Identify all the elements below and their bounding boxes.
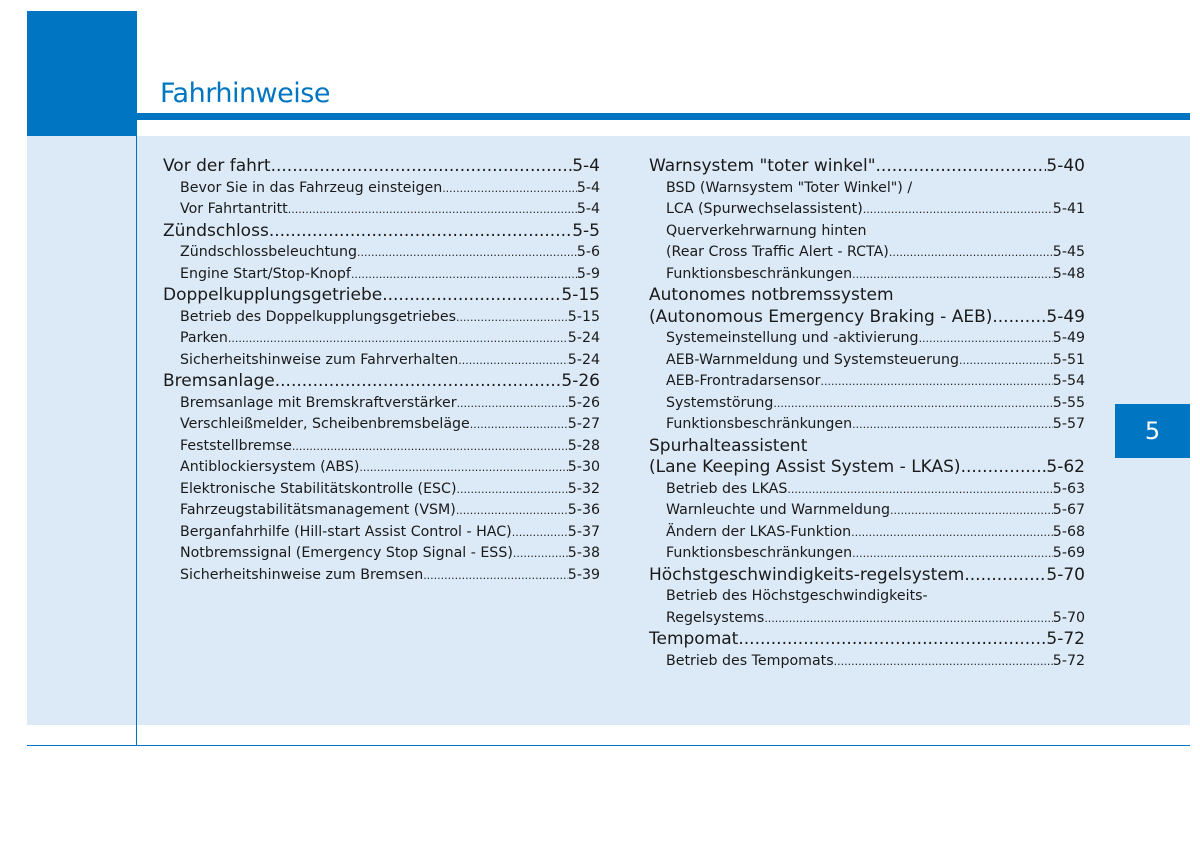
toc-page-number: 5-4 xyxy=(572,156,600,176)
toc-entry-title: (Autonomous Emergency Braking - AEB) xyxy=(649,306,993,327)
toc-page-number: 5-68 xyxy=(1052,523,1085,540)
toc-dot-leader xyxy=(458,349,568,372)
toc-page-number: 5-5 xyxy=(572,220,600,241)
toc-section-entry[interactable] xyxy=(649,478,1085,500)
toc-page-number: 5-26 xyxy=(561,371,600,391)
toc-page-number: 5-39 xyxy=(567,566,600,583)
toc-chapter-entry[interactable] xyxy=(649,628,1085,650)
toc-entry-title: BSD (Warnsystem "Toter Winkel") / xyxy=(666,179,913,196)
toc-page-number: 5-49 xyxy=(1046,306,1085,327)
toc-page-number: 5-45 xyxy=(1052,244,1085,260)
toc-page-number: 5-48 xyxy=(1052,265,1085,282)
toc-entry-title: Fahrzeugstabilitätsmanagement (VSM) xyxy=(180,502,456,518)
toc-section-entry[interactable] xyxy=(649,177,1085,199)
toc-entry-title: Höchstgeschwindigkeits-regelsystem xyxy=(649,564,965,585)
toc-chapter-entry[interactable] xyxy=(649,456,1085,478)
toc-dot-leader xyxy=(787,478,1052,501)
toc-section-entry[interactable] xyxy=(163,499,600,521)
toc-dot-leader xyxy=(288,198,577,221)
toc-page-number: 5-72 xyxy=(1046,629,1085,649)
toc-section-entry[interactable] xyxy=(649,607,1085,629)
toc-dot-leader xyxy=(513,542,568,565)
toc-entry-title: Ändern der LKAS-Funktion xyxy=(666,523,852,540)
toc-section-entry[interactable] xyxy=(163,241,600,263)
toc-dot-leader xyxy=(382,284,561,306)
toc-section-entry[interactable] xyxy=(163,564,600,586)
toc-entry-title: Systemeinstellung und -aktivierung xyxy=(666,330,919,346)
toc-chapter-entry[interactable] xyxy=(163,220,600,242)
toc-dot-leader xyxy=(271,155,573,177)
toc-dot-leader xyxy=(764,607,1052,630)
toc-section-entry[interactable] xyxy=(649,413,1085,435)
toc-section-entry[interactable] xyxy=(649,650,1085,672)
toc-entry-title: Betrieb des Doppelkupplungsgetriebes xyxy=(180,308,456,325)
toc-dot-leader xyxy=(852,542,1053,565)
toc-entry-title: Autonomes notbremssystem xyxy=(649,285,894,305)
toc-page-number: 5-40 xyxy=(1046,156,1085,176)
toc-chapter-entry[interactable] xyxy=(649,435,1085,457)
toc-entry-title: Zündschlossbeleuchtung xyxy=(180,244,358,260)
margin-line xyxy=(136,120,137,746)
toc-chapter-entry[interactable] xyxy=(649,155,1085,177)
toc-dot-leader xyxy=(863,198,1053,221)
toc-entry-title: AEB-Warnmeldung und Systemsteuerung xyxy=(666,351,959,368)
toc-page-number: 5-63 xyxy=(1052,480,1085,497)
toc-entry-title: Vor der fahrt xyxy=(163,156,271,176)
toc-dot-leader xyxy=(423,564,568,587)
toc-dot-leader xyxy=(889,241,1053,264)
toc-entry-title: Zündschloss xyxy=(163,220,269,241)
toc-section-entry[interactable] xyxy=(163,542,600,564)
toc-page-number: 5-6 xyxy=(576,244,600,260)
toc-entry-title: Bevor Sie in das Fahrzeug einsteigen xyxy=(180,179,443,196)
toc-dot-leader xyxy=(852,413,1053,436)
toc-entry-title: Querverkehrwarnung hinten xyxy=(666,222,867,239)
toc-section-entry[interactable] xyxy=(649,349,1085,371)
toc-page-number: 5-32 xyxy=(567,480,600,497)
toc-section-entry[interactable] xyxy=(163,327,600,349)
toc-page-number: 5-4 xyxy=(576,179,600,196)
toc-page-number: 5-54 xyxy=(1052,373,1085,389)
toc-right-column xyxy=(649,155,1085,671)
toc-dot-leader xyxy=(964,564,1046,586)
toc-dot-leader xyxy=(876,155,1047,177)
toc-chapter-entry[interactable] xyxy=(163,155,600,177)
toc-entry-title: Feststellbremse xyxy=(180,437,292,454)
toc-entry-title: Sicherheitshinweise zum Bremsen xyxy=(180,566,424,583)
toc-entry-title: Systemstörung xyxy=(666,394,774,411)
toc-dot-leader xyxy=(773,392,1052,415)
toc-dot-leader xyxy=(359,456,567,479)
toc-chapter-entry[interactable] xyxy=(163,284,600,306)
toc-section-entry[interactable] xyxy=(649,220,1085,242)
toc-page-number: 5-41 xyxy=(1052,201,1085,217)
toc-section-entry[interactable] xyxy=(163,435,600,457)
toc-entry-title: Funktionsbeschränkungen xyxy=(666,545,853,561)
toc-entry-title: (Lane Keeping Assist System - LKAS) xyxy=(649,457,961,477)
toc-page-number: 5-4 xyxy=(576,201,600,217)
toc-section-entry[interactable] xyxy=(649,499,1085,521)
toc-section-entry[interactable] xyxy=(163,263,600,285)
toc-page-number: 5-69 xyxy=(1052,545,1085,561)
toc-page-number: 5-72 xyxy=(1052,652,1085,669)
toc-entry-title: Betrieb des Tempomats xyxy=(666,652,834,669)
toc-section-entry[interactable] xyxy=(163,306,600,328)
toc-page-number: 5-30 xyxy=(567,459,600,475)
toc-dot-leader xyxy=(820,370,1052,393)
toc-page-number: 5-36 xyxy=(567,502,600,518)
toc-dot-leader xyxy=(456,306,568,329)
toc-dot-leader xyxy=(992,306,1046,328)
toc-section-entry[interactable] xyxy=(649,542,1085,564)
toc-entry-title: Vor Fahrtantritt xyxy=(180,201,288,217)
toc-page-number: 5-57 xyxy=(1052,416,1085,432)
toc-entry-title: Elektronische Stabilitätskontrolle (ESC) xyxy=(180,480,457,497)
toc-entry-title: Spurhalteassistent xyxy=(649,435,808,456)
toc-dot-leader xyxy=(442,177,577,200)
toc-page-number: 5-38 xyxy=(567,545,600,561)
toc-page-number: 5-27 xyxy=(567,416,600,432)
toc-dot-leader xyxy=(512,521,568,544)
toc-chapter-entry[interactable] xyxy=(649,564,1085,586)
toc-entry-title: Regelsystems xyxy=(666,609,765,626)
toc-section-entry[interactable] xyxy=(163,456,600,478)
toc-entry-title: Berganfahrhilfe (Hill-start Assist Control - HAC) xyxy=(180,523,512,540)
toc-entry-title: (Rear Cross Traffic Alert - RCTA) xyxy=(666,244,889,260)
header-color-block xyxy=(27,11,137,136)
toc-entry-title: Tempomat xyxy=(649,629,739,649)
toc-page-number: 5-24 xyxy=(567,330,600,346)
toc-chapter-entry[interactable] xyxy=(649,284,1085,306)
toc-page-number: 5-51 xyxy=(1052,351,1085,368)
toc-section-entry[interactable] xyxy=(649,521,1085,543)
toc-dot-leader xyxy=(470,413,568,436)
toc-section-entry[interactable] xyxy=(649,327,1085,349)
toc-page-number: 5-28 xyxy=(567,437,600,454)
toc-section-entry[interactable] xyxy=(163,198,600,220)
toc-entry-title: Sicherheitshinweise zum Fahrverhalten xyxy=(180,351,459,368)
toc-left-column xyxy=(163,155,600,585)
toc-entry-title: Funktionsbeschränkungen xyxy=(666,265,853,282)
toc-dot-leader xyxy=(961,456,1047,478)
toc-section-entry[interactable] xyxy=(649,241,1085,263)
toc-dot-leader xyxy=(851,521,1053,544)
toc-dot-leader xyxy=(269,220,572,242)
toc-entry-title: Betrieb des Höchstgeschwindigkeits- xyxy=(666,588,928,604)
toc-entry-title: Doppelkupplungsgetriebe xyxy=(163,285,383,305)
title-rule xyxy=(137,113,1190,120)
toc-page-number: 5-67 xyxy=(1052,502,1085,518)
toc-entry-title: Funktionsbeschränkungen xyxy=(666,416,853,432)
toc-dot-leader xyxy=(457,478,568,501)
toc-page-number: 5-37 xyxy=(567,523,600,540)
toc-section-entry[interactable] xyxy=(649,198,1085,220)
toc-section-entry[interactable] xyxy=(163,392,600,414)
toc-section-entry[interactable] xyxy=(163,177,600,199)
toc-entry-title: Warnsystem "toter winkel" xyxy=(649,156,876,176)
toc-dot-leader xyxy=(457,392,568,415)
toc-dot-leader xyxy=(919,327,1053,350)
toc-section-entry[interactable] xyxy=(163,413,600,435)
toc-entry-title: LCA (Spurwechselassistent) xyxy=(666,201,863,217)
toc-entry-title: Notbremssignal (Emergency Stop Signal - ESS) xyxy=(180,545,513,561)
toc-page-number: 5-15 xyxy=(567,308,600,325)
toc-page-number: 5-9 xyxy=(576,265,600,282)
toc-entry-title: Antiblockiersystem (ABS) xyxy=(180,459,360,475)
toc-section-entry[interactable] xyxy=(649,392,1085,414)
toc-entry-title: Warnleuchte und Warnmeldung xyxy=(666,502,891,518)
toc-page-number: 5-62 xyxy=(1046,457,1085,477)
toc-chapter-entry[interactable] xyxy=(163,370,600,392)
toc-page-number: 5-55 xyxy=(1052,394,1085,411)
toc-dot-leader xyxy=(738,628,1046,650)
toc-page-number: 5-70 xyxy=(1052,609,1085,626)
toc-dot-leader xyxy=(357,241,577,264)
toc-dot-leader xyxy=(228,327,568,350)
toc-section-entry[interactable] xyxy=(163,521,600,543)
toc-section-entry[interactable] xyxy=(163,478,600,500)
toc-section-entry[interactable] xyxy=(649,585,1085,607)
page-title: Fahrhinweise xyxy=(160,78,330,109)
toc-entry-title: Bremsanlage xyxy=(163,371,275,391)
toc-section-entry[interactable] xyxy=(649,263,1085,285)
toc-entry-title: Engine Start/Stop-Knopf xyxy=(180,265,351,282)
toc-dot-leader xyxy=(351,263,577,286)
toc-section-entry[interactable] xyxy=(163,349,600,371)
toc-page-number: 5-24 xyxy=(567,351,600,368)
toc-entry-title: Betrieb des LKAS xyxy=(666,480,788,497)
toc-dot-leader xyxy=(959,349,1053,372)
bottom-rule xyxy=(27,745,1190,746)
toc-entry-title: AEB-Frontradarsensor xyxy=(666,373,821,389)
toc-chapter-entry[interactable] xyxy=(649,306,1085,328)
toc-page-number: 5-15 xyxy=(561,285,600,305)
chapter-tab[interactable]: 5 xyxy=(1115,404,1190,458)
toc-page-number: 5-70 xyxy=(1046,564,1085,585)
toc-entry-title: Bremsanlage mit Bremskraftverstärker xyxy=(180,394,457,411)
toc-entry-title: Verschleißmelder, Scheibenbremsbeläge xyxy=(180,416,470,432)
toc-entry-title: Parken xyxy=(180,330,228,346)
toc-dot-leader xyxy=(292,435,568,458)
toc-dot-leader xyxy=(456,499,568,522)
toc-dot-leader xyxy=(275,370,562,392)
toc-dot-leader xyxy=(834,650,1053,673)
toc-dot-leader xyxy=(852,263,1053,286)
toc-section-entry[interactable] xyxy=(649,370,1085,392)
toc-dot-leader xyxy=(890,499,1053,522)
toc-page-number: 5-49 xyxy=(1052,330,1085,346)
toc-page-number: 5-26 xyxy=(567,394,600,411)
